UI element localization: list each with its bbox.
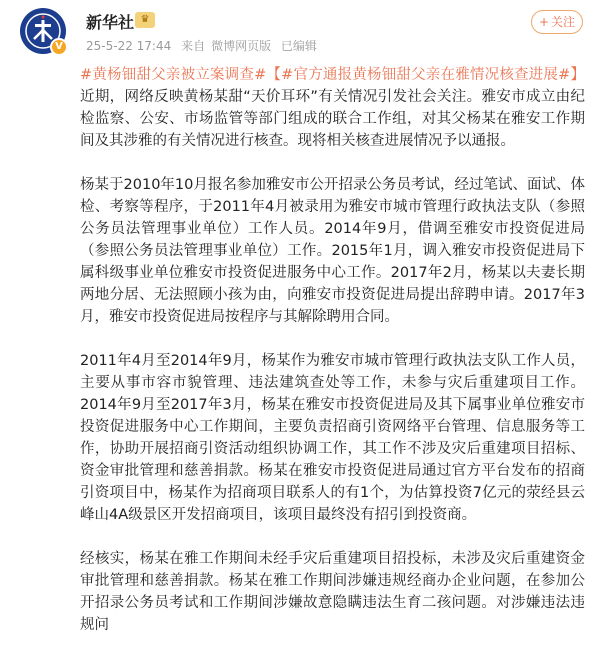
post-paragraph xyxy=(80,64,585,152)
post-header xyxy=(0,0,600,62)
paragraph-text: 近期，网络反映黄杨某甜“天价耳环”有关情况引发社会关注。雅安市成立由纪检监察、公安、市场监管等部门组成的联合工作组，对其父杨某在雅安工作期间及其涉雅的有关情况进行核查。现将相关核查进展情况予以通报。 xyxy=(80,89,585,149)
follow-label: 关注 xyxy=(551,15,576,29)
post-body xyxy=(80,64,585,658)
verified-badge-icon: V xyxy=(50,38,68,56)
post-paragraph: 经核实，杨某在雅工作期间未经手灾后重建项目招投标，未涉及灾后重建资金审批管理和慈善捐款。杨某在雅工作期间涉嫌违规经商办企业问题，在参加公开招录公务员考试和工作期间涉嫌故意隐瞒违法生育二孩问题。对涉嫌违法违规问 xyxy=(80,551,585,633)
post-source[interactable]: 微博网页版 xyxy=(211,39,272,53)
source-prefix: 来自 xyxy=(181,39,206,53)
hashtag-link[interactable]: 【#官方通报黄杨钿甜父亲在雅情况核查进展#】 xyxy=(266,67,585,83)
author-name[interactable]: 新华社 xyxy=(86,13,135,32)
follow-button[interactable] xyxy=(531,10,583,34)
post-paragraph: 2011年4月至2014年9月，杨某作为雅安市城市管理行政执法支队工作人员，主要从事市容市貌管理、违法建筑查处等工作，未参与灾后重建项目工作。2014年9月至2017年3月，杨某在雅安市投资促进局及其下属事业单位雅安市投资促进服务中心工作期间，主要负责招商引资网络平台管理、信息服务等工作，协助开展招商引资活动组织协调工作，其工作不涉及灾后重建项目招标、资金审批管理和慈善捐款。杨某在雅安市投资促进局通过官方平台发布的招商引资项目中，杨某作为招商项目联系人的有1个，为估算投资7亿元的荥经县云峰山4A级景区开发招商项目，该项目最终没有招引到投资商。 xyxy=(80,353,585,523)
post-timestamp[interactable]: 25-5-22 17:44 xyxy=(86,39,172,53)
plus-icon: + xyxy=(538,15,550,29)
vip-crown-icon: ♛ xyxy=(135,12,155,28)
edited-label[interactable]: 已编辑 xyxy=(280,39,317,53)
post-paragraph: 杨某于2010年10月报名参加雅安市公开招录公务员考试，经过笔试、面试、体检、考察等程序，于2011年4月被录用为雅安市城市管理行政执法支队（参照公务员法管理事业单位）工作人员。2014年9月，借调至雅安市投资促进局（参照公务员法管理事业单位）工作。2015年1月，调入雅安市投资促进局下属科级事业单位雅安市投资促进服务中心工作。2017年2月，杨某以夫妻长期两地分居、无法照顾小孩为由，向雅安市投资促进局提出辞聘申请。2017年3月，雅安市投资促进局按程序与其解除聘用合同。 xyxy=(80,177,585,325)
hashtag-link[interactable]: #黄杨钿甜父亲被立案调查# xyxy=(80,67,267,83)
post-meta xyxy=(86,37,323,54)
